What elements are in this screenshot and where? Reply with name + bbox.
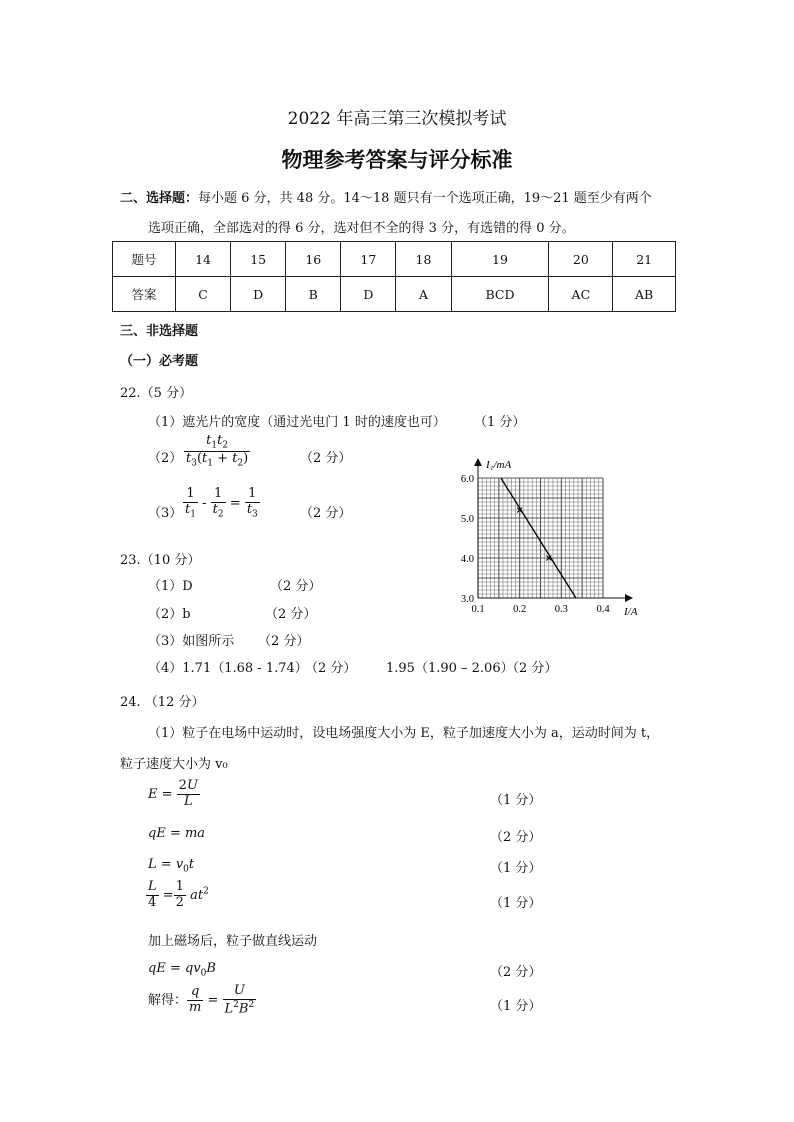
answer-table <box>112 241 676 312</box>
section2-heading: 二、选择题： <box>120 191 199 206</box>
page-title: 2022 年高三第三次模拟考试 <box>287 109 507 129</box>
x-tick-label: 0.3 <box>554 604 568 615</box>
q22-p2-formula <box>184 434 250 469</box>
y-axis-arrow <box>474 458 482 466</box>
eq-displacement: $\frac{L}{4}$ = $\frac{1}{2}$ $at^2$ <box>148 879 209 910</box>
table-cell: 14 <box>176 242 231 277</box>
eq-balance: qE = $qv_0B$ <box>148 961 216 979</box>
eq-length: $L = v_0t$ <box>148 857 195 875</box>
section2-desc-1: 每小题 6 分，共 48 分。14～18 题只有一个选项正确，19～21 题至少有两个 <box>198 191 652 206</box>
table-cell: 21 <box>613 242 676 277</box>
eq-force: qE = ma <box>148 826 206 841</box>
table-cell: BCD <box>451 277 549 312</box>
table-cell: D <box>231 277 286 312</box>
q22-p2-label: （2） <box>148 451 183 466</box>
eq-result: 解得： $\frac{q}{m}$ = $\frac{U}{L^2B^2}$ <box>148 983 255 1017</box>
q23-item4-text1: （4）1.71（1.68 - 1.74） <box>148 661 308 676</box>
table-cell: C <box>176 277 231 312</box>
table-cell: 15 <box>231 242 286 277</box>
table-cell: B <box>286 277 341 312</box>
table-cell: A <box>396 277 451 312</box>
q22-part1 <box>148 411 446 430</box>
eq-length-score: （1 分） <box>490 861 542 876</box>
q23-item1: （1）D <box>148 579 193 594</box>
q24-mid-text: 加上磁场后，粒子做直线运动 <box>148 934 318 949</box>
y-tick-labels <box>461 474 474 605</box>
table-cell: 18 <box>396 242 451 277</box>
q24-intro-2: 粒子速度大小为 v₀ <box>120 757 228 772</box>
table-cell: 16 <box>286 242 341 277</box>
q22-p1-label: （1） <box>148 415 183 430</box>
i1-i-graph <box>440 454 650 624</box>
table-cell: AC <box>549 277 613 312</box>
q24-heading: 24. （12 分） <box>120 695 205 710</box>
table-cell: AB <box>613 277 676 312</box>
q23-item1-score: （2 分） <box>270 579 322 594</box>
q23-item3: （3）如图所示 <box>148 634 235 649</box>
q22-heading: 22.（5 分） <box>120 386 193 401</box>
x-tick-labels <box>471 604 610 615</box>
q22-p3-label: （3） <box>148 506 183 521</box>
table-cell: 答案 <box>113 277 176 312</box>
q22-p3-formula: $\frac{1}{t_1}$ - $\frac{1}{t_2}$ = $\frac{1}{t_3}$ <box>185 486 258 520</box>
table-row <box>113 277 676 312</box>
y-tick-label: 4.0 <box>460 554 474 565</box>
x-axis-arrow <box>625 594 633 602</box>
q22-p2-score: （2 分） <box>300 451 352 466</box>
q23-item4-score1: （2 分） <box>305 661 357 676</box>
fraction: $\frac{t_1t_2}{t_3(t_1 + t_2)}$ <box>186 433 249 469</box>
eq-e-score: （1 分） <box>490 793 542 808</box>
section3-heading: 三、非选择题 <box>120 324 199 339</box>
table-row <box>113 242 676 277</box>
q23-heading: 23.（10 分） <box>120 553 201 568</box>
section2-line1 <box>120 187 652 206</box>
graph-grid <box>478 478 603 598</box>
eq-e: E = $\frac{2U}{L}$ <box>148 778 198 809</box>
table-cell: 题号 <box>113 242 176 277</box>
q23-item3-score: （2 分） <box>258 634 310 649</box>
table-cell: 19 <box>451 242 549 277</box>
page-subtitle: 物理参考答案与评分标准 <box>281 147 513 172</box>
y-tick-label: 6.0 <box>460 474 474 485</box>
section2-desc-2: 选项正确，全部选对的得 6 分，选对但不全的得 3 分，有选错的得 0 分。 <box>148 221 575 236</box>
q22-p1-score: （1 分） <box>474 415 526 430</box>
eq-result-score: （1 分） <box>490 999 542 1014</box>
q23-item2-score: （2 分） <box>265 607 317 622</box>
eq-force-score: （2 分） <box>490 830 542 845</box>
q22-p1-text: 遮光片的宽度（通过光电门 1 时的速度也可） <box>182 415 446 430</box>
eq-displacement-score: （1 分） <box>490 896 542 911</box>
x-tick-label: 0.1 <box>471 604 485 615</box>
q24-intro-1: （1）粒子在电场中运动时，设电场强度大小为 E，粒子加速度大小为 a，运动时间为 t， <box>148 726 660 741</box>
x-tick-label: 0.2 <box>513 604 527 615</box>
eq-balance-score: （2 分） <box>490 965 542 980</box>
table-cell: 17 <box>341 242 396 277</box>
solve-label: 解得： <box>148 993 188 1009</box>
x-axis-label: I/A <box>624 606 638 618</box>
table-cell: 20 <box>549 242 613 277</box>
q23-item4-score2: （2 分） <box>506 661 558 676</box>
section3-subheading: （一）必考题 <box>120 354 199 369</box>
table-cell: D <box>341 277 396 312</box>
y-axis-label: I₁/mA <box>486 459 512 471</box>
x-tick-label: 0.4 <box>596 604 610 615</box>
y-tick-label: 3.0 <box>460 594 474 605</box>
q23-item2: （2）b <box>148 607 191 622</box>
q23-item4-text2: 1.95（1.90 – 2.06） <box>386 661 514 676</box>
y-tick-label: 5.0 <box>460 514 474 525</box>
q22-p3-score: （2 分） <box>300 506 352 521</box>
